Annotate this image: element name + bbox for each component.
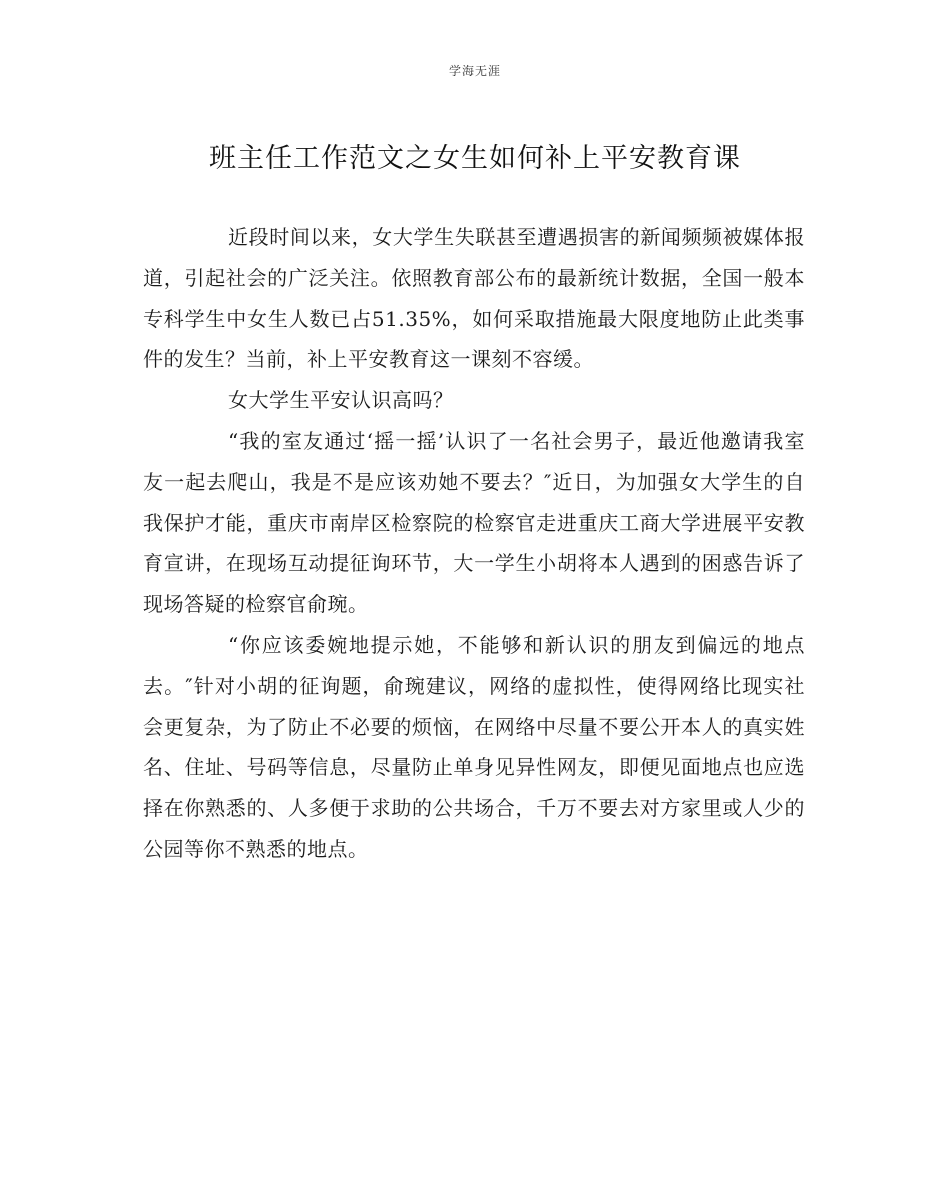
document-title: 班主任工作范文之女生如何补上平安教育课 — [209, 143, 741, 174]
paragraph-1: 近段时间以来，女大学生失联甚至遭遇损害的新闻频频被媒体报道，引起社会的广泛关注。依照教育部公布的最新统计数据，全国一般本专科学生中女生人数已占51.35%，如何采取措施最大限度地防止此类事件的发生？当前，补上平安教育这一课刻不容缓。 — [143, 225, 805, 372]
paragraph-3: “我的室友通过‘摇一摇’认识了一名社会男子，最近他邀请我室友一起去爬山，我是不是应该劝她不要去？″近日，为加强女大学生的自我保护才能，重庆市南岸区检察院的检察官走进重庆工商大学进展平安教育宣讲，在现场互动提征询环节，大一学生小胡将本人遇到的困惑告诉了现场答疑的检察官俞琬。 — [143, 428, 805, 617]
paragraph-2-subheading: 女大学生平安认识高吗？ — [228, 388, 454, 413]
header-note: 学海无涯 — [448, 64, 501, 78]
document-body — [143, 217, 805, 870]
paragraph-4: “你应该委婉地提示她，不能够和新认识的朋友到偏远的地点去。″针对小胡的征询题，俞琬建议，网络的虚拟性，使得网络比现实社会更复杂，为了防止不必要的烦恼，在网络中尽量不要公开本人的真实姓名、住址、号码等信息，尽量防止单身见异性网友，即便见面地点也应选择在你熟悉的、人多便于求助的公共场合，千万不要去对方家里或人少的公园等你不熟悉的地点。 — [143, 632, 805, 861]
